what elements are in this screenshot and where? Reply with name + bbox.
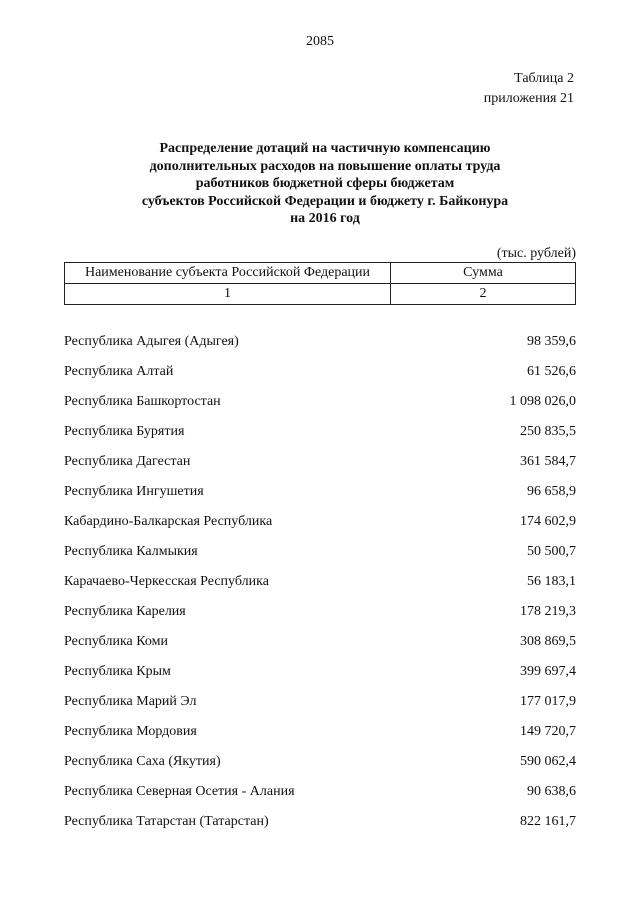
- table-reference-line: Таблица 2: [514, 71, 574, 86]
- header-row: [65, 263, 576, 284]
- region-amount: 250 835,5: [520, 424, 576, 439]
- title-line: дополнительных расходов на повышение оплаты труда: [149, 158, 501, 174]
- region-amount: 50 500,7: [527, 544, 576, 559]
- region-name: Республика Коми: [64, 634, 168, 649]
- column-number-amount: 2: [391, 284, 576, 305]
- table-row: [64, 777, 576, 807]
- column-number-name: 1: [65, 284, 391, 305]
- region-name: Республика Алтай: [64, 364, 174, 379]
- region-amount: 308 869,5: [520, 634, 576, 649]
- table-reference: [484, 69, 574, 109]
- table-row: [64, 747, 576, 777]
- region-name: Республика Башкортостан: [64, 394, 221, 409]
- table-body: [64, 327, 576, 837]
- table-row: [64, 807, 576, 837]
- document-title: [90, 140, 560, 228]
- region-name: Республика Марий Эл: [64, 694, 197, 709]
- region-name: Республика Мордовия: [64, 724, 197, 739]
- header-amount-cell: Сумма: [391, 263, 576, 284]
- table-row: [64, 627, 576, 657]
- region-amount: 1 098 026,0: [509, 394, 576, 409]
- table-row: [64, 567, 576, 597]
- region-name: Карачаево-Черкесская Республика: [64, 574, 269, 589]
- table-row: [64, 507, 576, 537]
- region-name: Республика Крым: [64, 664, 171, 679]
- appendix-reference-line: приложения 21: [483, 91, 574, 106]
- region-name: Республика Дагестан: [64, 454, 191, 469]
- region-name: Республика Бурятия: [64, 424, 185, 439]
- table-row: [64, 327, 576, 357]
- region-amount: 590 062,4: [520, 754, 576, 769]
- region-amount: 822 161,7: [520, 814, 576, 829]
- table-row: [64, 417, 576, 447]
- table-header: [64, 262, 576, 305]
- region-amount: 61 526,6: [527, 364, 576, 379]
- table-row: [64, 537, 576, 567]
- region-amount: 177 017,9: [520, 694, 576, 709]
- region-amount: 96 658,9: [527, 484, 576, 499]
- header-name-cell: Наименование субъекта Российской Федерации: [65, 263, 391, 284]
- table-row: [64, 657, 576, 687]
- table-row: [64, 477, 576, 507]
- region-name: Республика Адыгея (Адыгея): [64, 334, 239, 349]
- region-name: Кабардино-Балкарская Республика: [64, 514, 273, 529]
- region-amount: 56 183,1: [527, 574, 576, 589]
- table-row: [64, 357, 576, 387]
- region-amount: 149 720,7: [520, 724, 576, 739]
- region-amount: 399 697,4: [520, 664, 576, 679]
- table-row: [64, 447, 576, 477]
- region-amount: 174 602,9: [520, 514, 576, 529]
- region-amount: 90 638,6: [527, 784, 576, 799]
- region-name: Республика Саха (Якутия): [64, 754, 221, 769]
- title-line: на 2016 год: [290, 211, 360, 226]
- table-row: [64, 717, 576, 747]
- region-name: Республика Карелия: [64, 604, 186, 619]
- region-amount: 361 584,7: [520, 454, 576, 469]
- region-name: Республика Калмыкия: [64, 544, 198, 559]
- table-row: [64, 387, 576, 417]
- title-line: субъектов Российской Федерации и бюджету г. Байконура: [141, 193, 509, 209]
- title-line: Распределение дотаций на частичную компенсацию: [159, 141, 491, 156]
- region-name: Республика Татарстан (Татарстан): [64, 814, 269, 829]
- table-row: [64, 687, 576, 717]
- region-name: Республика Ингушетия: [64, 484, 204, 499]
- column-number-row: [65, 284, 576, 305]
- page-number: 2085: [306, 34, 334, 49]
- region-amount: 98 359,6: [527, 334, 576, 349]
- title-line: работников бюджетной сферы бюджетам: [195, 176, 455, 191]
- units-label: (тыс. рублей): [496, 246, 576, 261]
- table-row: [64, 597, 576, 627]
- region-amount: 178 219,3: [520, 604, 576, 619]
- region-name: Республика Северная Осетия - Алания: [64, 784, 295, 799]
